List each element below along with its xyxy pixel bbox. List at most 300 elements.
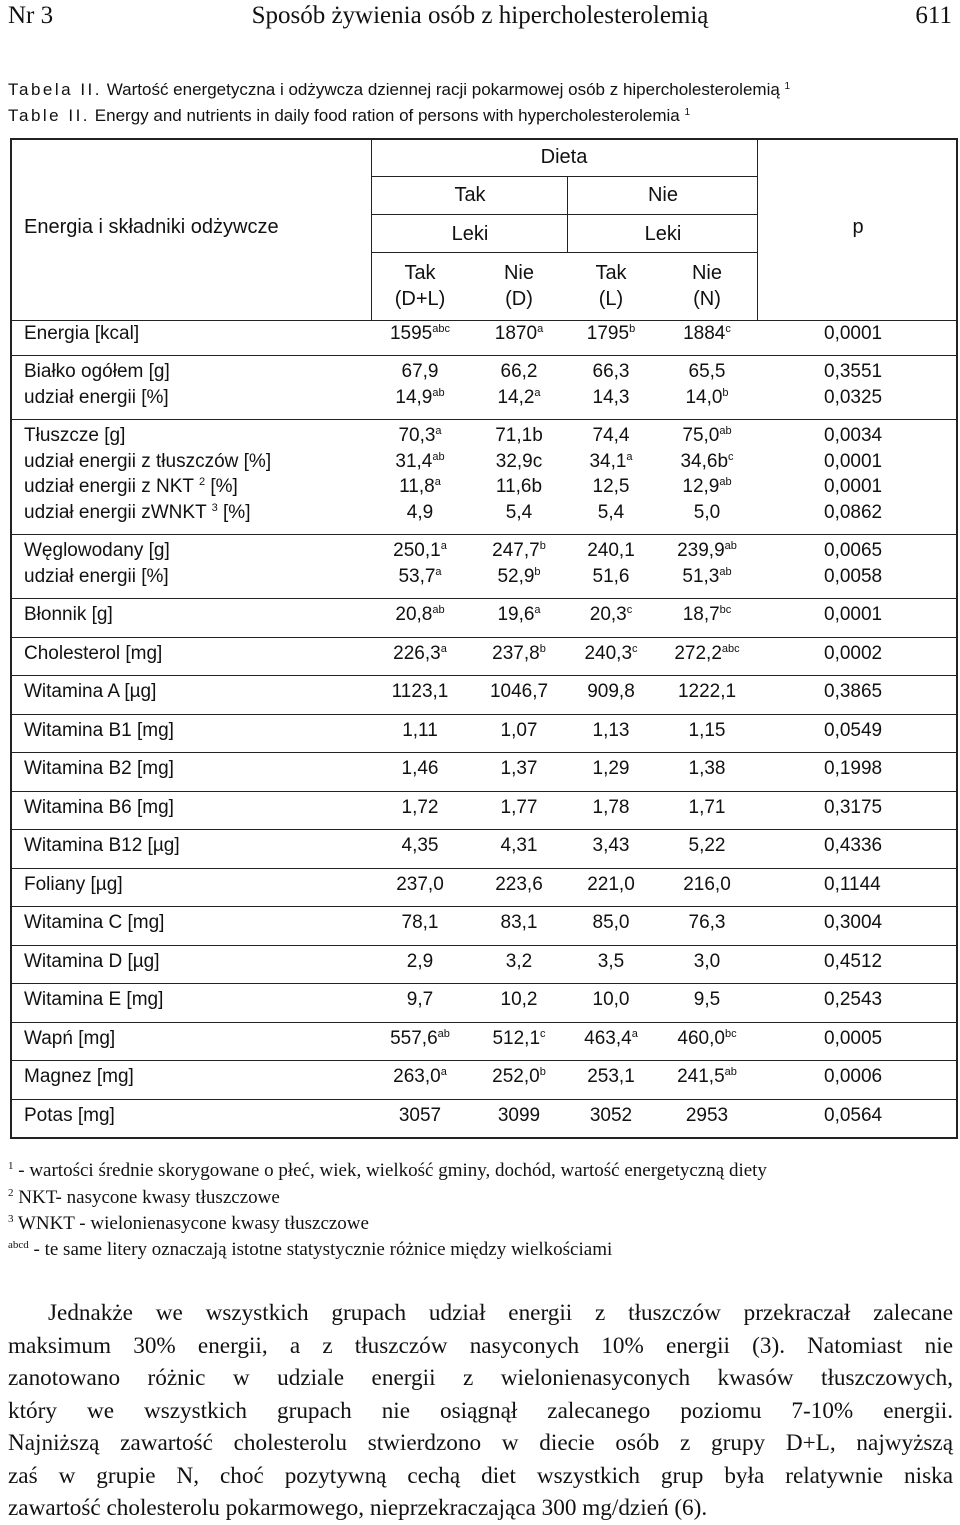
value: 1,29: [592, 758, 630, 779]
footnote: [8, 1239, 612, 1261]
paragraph-line: zawartość cholesterolu pokarmowego, nieprzekraczająca 300 mg/dzień (6).: [8, 1495, 708, 1521]
significance-letters: a: [440, 540, 447, 552]
value-cell: [501, 361, 538, 383]
significance-letters: bc: [719, 604, 732, 616]
caption-text: Wartość energetyczna i odżywcza dziennej racji pokarmowej osób z hipercholesterolemią: [106, 80, 780, 99]
row-label-text: udział energii zWNKT: [24, 502, 207, 523]
divider: [12, 945, 956, 946]
value-cell: [496, 451, 542, 473]
row-label-text: Witamina B6 [mg]: [24, 797, 174, 818]
row-label: [24, 476, 238, 498]
value: 512,1: [492, 1028, 541, 1049]
caption-label: Tabela II.: [8, 80, 102, 99]
value: 5,4: [505, 502, 533, 523]
row-label-text: Witamina C [mg]: [24, 912, 165, 933]
value: 3099: [497, 1105, 541, 1126]
value: 263,0: [393, 1066, 441, 1087]
value-cell: [398, 425, 441, 447]
table-caption-polish: [8, 80, 790, 100]
footnote: [8, 1187, 280, 1209]
value-cell: [396, 874, 444, 896]
value-cell: [587, 1066, 635, 1088]
value-cell: [589, 451, 632, 473]
value: 11,6b: [495, 476, 543, 497]
caption-label: Table II.: [8, 106, 91, 125]
row-label: [24, 502, 250, 524]
row-label: [24, 912, 164, 934]
footnote-text: - wartości średnie skorygowane o płeć, wiek, wielkość gminy, dochód, wartość energetyczną diety: [18, 1160, 767, 1181]
divider: [12, 598, 956, 599]
value-cell: [395, 451, 444, 473]
value-cell: [498, 1105, 540, 1127]
p-value: 0,2543: [824, 989, 883, 1010]
row-label-text: Magnez [mg]: [24, 1066, 134, 1087]
p-value: 0,0005: [824, 1028, 883, 1049]
value: 240,3: [584, 643, 633, 664]
value: 1,38: [688, 758, 726, 779]
value-cell: [497, 566, 540, 588]
significance-letters: b: [539, 1066, 546, 1078]
value-cell: [395, 604, 444, 626]
value-cell: [402, 912, 439, 934]
value: 1795: [586, 323, 630, 344]
footnote-mark: 2: [198, 476, 206, 488]
value-cell: [402, 758, 439, 780]
significance-letters: c: [632, 643, 638, 655]
p-value: 0,3551: [824, 361, 883, 382]
significance-letters: a: [435, 425, 442, 437]
value: 76,3: [688, 912, 726, 933]
value-cell: [492, 540, 546, 562]
divider: [12, 868, 956, 869]
value-cell: [584, 1028, 638, 1050]
significance-letters: b: [539, 540, 546, 552]
value-cell: [393, 1066, 447, 1088]
row-label: [24, 604, 113, 626]
value: 78,1: [401, 912, 439, 933]
value-cell: [402, 797, 439, 819]
divider: [12, 906, 956, 907]
nie-group-header: Nie: [647, 184, 679, 206]
row-label-header: Energia i składniki odżywcze: [24, 216, 279, 238]
value-cell: [390, 1028, 450, 1050]
row-label: [24, 1066, 134, 1088]
value: 5,0: [693, 502, 721, 523]
value-cell: [399, 1105, 441, 1127]
divider: [12, 534, 956, 535]
value-cell: [593, 425, 630, 447]
row-label: [24, 323, 139, 345]
value: 237,0: [396, 874, 444, 895]
value-cell: [689, 361, 726, 383]
value-cell: [685, 387, 728, 409]
value: 67,9: [401, 361, 439, 382]
value: 83,1: [500, 912, 538, 933]
row-label-text: udział energii z tłuszczów [%]: [24, 451, 272, 472]
value: 1123,1: [391, 681, 449, 702]
footnote-mark: 2: [8, 1187, 14, 1199]
value-cell: [497, 604, 540, 626]
p-value: 0,0862: [824, 502, 883, 523]
p-value: 0,0564: [824, 1105, 883, 1126]
p-value: 0,0034: [824, 425, 883, 446]
value-cell: [680, 451, 733, 473]
significance-letters: bc: [724, 1028, 737, 1040]
row-label: [24, 540, 170, 562]
significance-letters: b: [722, 387, 729, 399]
value-cell: [689, 797, 726, 819]
significance-letters: c: [725, 323, 731, 335]
value-cell: [492, 1028, 545, 1050]
footnote: [8, 1213, 369, 1235]
paragraph-line: zanotowano różnic w udziale energii z wielonienasyconych kwasów tłuszczowych,: [8, 1365, 953, 1391]
value-cell: [492, 1066, 546, 1088]
significance-letters: a: [631, 1028, 638, 1040]
significance-letters: a: [534, 604, 541, 616]
row-label-text: Witamina D [µg]: [24, 951, 160, 972]
value-cell: [682, 476, 731, 498]
value: 74,4: [592, 425, 630, 446]
value-cell: [402, 361, 439, 383]
value-cell: [682, 566, 731, 588]
value-cell: [398, 566, 441, 588]
value: 216,0: [683, 874, 731, 895]
value: 1046,7: [489, 681, 549, 702]
significance-letters: ab: [719, 425, 732, 437]
row-label: [24, 758, 174, 780]
paragraph-line: zaś w grupie N, choć pozytywną cechą diet wszystkich grup była relatywnie niska: [8, 1462, 953, 1489]
row-label-text: Wapń [mg]: [24, 1028, 116, 1049]
caption-note-mark: 1: [784, 81, 791, 92]
significance-letters: ab: [437, 1028, 450, 1040]
value: 221,0: [587, 874, 635, 895]
value: 3,5: [597, 951, 625, 972]
tak-group-header: Tak: [454, 184, 486, 206]
significance-letters: ab: [432, 604, 445, 616]
value-cell: [593, 758, 630, 780]
value: 9,7: [406, 989, 434, 1010]
value-cell: [495, 323, 543, 345]
divider: [371, 140, 372, 320]
value: 240,1: [587, 540, 635, 561]
value: 19,6: [497, 604, 535, 625]
value-cell: [689, 835, 726, 857]
value-cell: [593, 835, 630, 857]
row-label-text: Błonnik [g]: [24, 604, 113, 625]
value-cell: [593, 989, 630, 1011]
row-label-text: Witamina B2 [mg]: [24, 758, 174, 779]
value-cell: [593, 361, 630, 383]
value-cell: [407, 951, 433, 973]
value-cell: [501, 912, 538, 934]
value-cell: [683, 323, 731, 345]
row-label: [24, 387, 169, 409]
value-cell: [590, 604, 632, 626]
value: 51,6: [592, 566, 630, 587]
value-cell: [393, 643, 447, 665]
divider: [12, 1060, 956, 1061]
value-cell: [593, 387, 630, 409]
value: 66,2: [500, 361, 538, 382]
value-cell: [590, 1105, 632, 1127]
value-cell: [686, 1105, 728, 1127]
footnote-text: WNKT - wielonienasycone kwasy tłuszczowe: [17, 1213, 369, 1234]
row-label-text: Cholesterol [mg]: [24, 643, 163, 664]
paragraph-line: Najniższą zawartość cholesterolu stwierdzono w diecie osób z grupy D+L, najwyższą: [8, 1430, 953, 1456]
footnote-text: - te same litery oznaczają istotne statystycznie różnice między wielkościami: [33, 1239, 613, 1260]
value: 12,9: [682, 476, 720, 497]
value: 66,3: [592, 361, 630, 382]
value: 18,7: [682, 604, 720, 625]
p-value-header: p: [852, 216, 864, 238]
value-cell: [501, 989, 538, 1011]
row-label: [24, 1028, 115, 1050]
value-cell: [501, 835, 538, 857]
col-d-header-top: Nie: [503, 262, 535, 284]
value-cell: [683, 604, 732, 626]
row-label: [24, 681, 156, 703]
value-cell: [689, 758, 726, 780]
divider: [12, 1022, 956, 1023]
row-label: [24, 989, 163, 1011]
row-label-text: Potas [mg]: [24, 1105, 115, 1126]
value: 1222,1: [677, 681, 737, 702]
footnote-mark: 3: [211, 502, 218, 514]
row-label: [24, 835, 180, 857]
p-value: 0,0001: [824, 323, 883, 344]
p-value: 0,1998: [824, 758, 883, 779]
value: 1,71: [688, 797, 726, 818]
value-cell: [492, 643, 546, 665]
col-d-header-bottom: (D): [505, 288, 533, 310]
table-caption-english: [8, 106, 690, 126]
value-cell: [495, 425, 543, 447]
value: 14,2: [497, 387, 535, 408]
divider: [757, 140, 758, 320]
value: 463,4: [584, 1028, 632, 1049]
nutrition-table: [10, 138, 958, 1139]
value: 34,6b: [680, 451, 729, 472]
value: 5,22: [688, 835, 726, 856]
footnote-mark: 3: [8, 1213, 14, 1225]
issue-number: Nr 3: [8, 2, 54, 29]
value: 3,0: [693, 951, 721, 972]
value-cell: [598, 951, 624, 973]
significance-letters: ab: [432, 451, 445, 463]
significance-letters: b: [629, 323, 636, 335]
value: 1595: [389, 323, 433, 344]
significance-letters: ab: [724, 540, 737, 552]
row-label: [24, 874, 123, 896]
value-cell: [677, 1028, 736, 1050]
value-cell: [496, 476, 542, 498]
p-value: 0,0001: [824, 604, 883, 625]
col-n-header-bottom: (N): [693, 288, 721, 310]
row-label: [24, 643, 162, 665]
dieta-header: Dieta: [540, 146, 588, 168]
row-label-text: Foliany [µg]: [24, 874, 123, 895]
value-cell: [497, 387, 540, 409]
value: 2953: [685, 1105, 729, 1126]
page-number: 611: [915, 2, 952, 29]
value-cell: [593, 720, 630, 742]
significance-letters: c: [626, 604, 633, 616]
divider: [371, 214, 757, 215]
value: 253,1: [587, 1066, 635, 1087]
paragraph-line: maksimum 30% energii, a z tłuszczów nasyconych 10% energii (3). Natomiast nie: [8, 1332, 953, 1359]
footnote-mark: abcd: [8, 1239, 29, 1251]
value: 4,31: [500, 835, 538, 856]
row-label-text: Witamina B12 [µg]: [24, 835, 180, 856]
value: 237,8: [492, 643, 540, 664]
row-label-text: Witamina A [µg]: [24, 681, 157, 702]
col-l-header-bottom: (L): [598, 288, 624, 310]
row-label-text: Witamina E [mg]: [24, 989, 164, 1010]
p-value: 0,3004: [824, 912, 883, 933]
caption-note-mark: 1: [684, 107, 691, 118]
value-cell: [501, 720, 538, 742]
col-l-header-top: Tak: [595, 262, 627, 284]
row-label-text: Węglowodany [g]: [24, 540, 170, 561]
value-cell: [506, 951, 532, 973]
value-cell: [399, 476, 441, 498]
value-cell: [587, 323, 635, 345]
value-cell: [587, 874, 635, 896]
row-label: [24, 720, 174, 742]
footnote: [8, 1160, 767, 1182]
value: 71,1b: [495, 425, 543, 446]
significance-letters: a: [435, 566, 442, 578]
value-cell: [677, 540, 737, 562]
divider: [12, 791, 956, 792]
value: 2,9: [406, 951, 434, 972]
row-label-text: udział energii [%]: [24, 387, 169, 408]
value: 10,2: [500, 989, 538, 1010]
p-value: 0,3865: [824, 681, 883, 702]
value: 11,8: [399, 476, 435, 497]
row-label-text: Energia [kcal]: [24, 323, 140, 344]
value-cell: [674, 643, 739, 665]
value-cell: [683, 874, 731, 896]
p-value: 0,4512: [824, 951, 883, 972]
value-cell: [587, 681, 635, 703]
value: 1,15: [688, 720, 726, 741]
value: 223,6: [495, 874, 543, 895]
value: 14,3: [592, 387, 630, 408]
divider: [12, 637, 956, 638]
divider: [12, 752, 956, 753]
value: 1,37: [500, 758, 538, 779]
value-cell: [402, 720, 438, 742]
row-label-unit: [%]: [210, 476, 238, 497]
p-value: 0,0549: [824, 720, 883, 741]
value-cell: [689, 720, 726, 742]
divider: [12, 829, 956, 830]
value: 3,43: [592, 835, 630, 856]
value-cell: [593, 566, 630, 588]
value-cell: [495, 874, 543, 896]
value-cell: [678, 681, 736, 703]
p-value: 0,0006: [824, 1066, 883, 1087]
p-value: 0,1144: [824, 874, 881, 895]
value: 4,9: [406, 502, 434, 523]
value: 3052: [589, 1105, 633, 1126]
value: 20,8: [395, 604, 433, 625]
divider: [12, 675, 956, 676]
divider: [12, 714, 956, 715]
row-label: [24, 566, 169, 588]
paragraph-line: który we wszystkich grupach nie osiągnął zalecanego poziomu 7-10% energii.: [8, 1397, 953, 1424]
p-value: 0,0002: [824, 643, 883, 664]
significance-letters: a: [434, 476, 441, 488]
row-label: [24, 797, 174, 819]
value: 3,2: [505, 951, 533, 972]
significance-letters: ab: [724, 1066, 737, 1078]
divider: [12, 355, 956, 356]
significance-letters: ab: [719, 476, 732, 488]
significance-letters: a: [626, 451, 633, 463]
value: 31,4: [395, 451, 433, 472]
row-label-text: udział energii z NKT: [24, 476, 194, 497]
significance-letters: b: [534, 566, 541, 578]
value-cell: [395, 387, 444, 409]
significance-letters: a: [537, 323, 544, 335]
value-cell: [593, 912, 630, 934]
value: 241,5: [677, 1066, 725, 1087]
value-cell: [587, 540, 635, 562]
row-label: [24, 361, 170, 383]
value-cell: [490, 681, 548, 703]
row-label-text: Tłuszcze [g]: [24, 425, 126, 446]
value: 1,46: [401, 758, 439, 779]
row-label: [24, 451, 271, 473]
divider: [371, 252, 757, 253]
value: 51,3: [682, 566, 720, 587]
value-cell: [593, 797, 630, 819]
value: 1,11: [402, 720, 438, 741]
value: 14,0: [685, 387, 723, 408]
caption-text: Energy and nutrients in daily food ration of persons with hypercholesterolemia: [94, 106, 680, 125]
row-label: [24, 425, 125, 447]
value: 1884: [683, 323, 726, 344]
value: 1,72: [401, 797, 439, 818]
value-cell: [682, 425, 731, 447]
value: 252,0: [492, 1066, 540, 1087]
value-cell: [694, 502, 720, 524]
value-cell: [402, 835, 439, 857]
value: 226,3: [393, 643, 441, 664]
significance-letters: a: [440, 1066, 447, 1078]
significance-letters: a: [534, 387, 541, 399]
value: 70,3: [398, 425, 436, 446]
value-cell: [677, 1066, 737, 1088]
significance-letters: ab: [432, 387, 445, 399]
p-value: 0,3175: [824, 797, 883, 818]
footnote-text: NKT- nasycone kwasy tłuszczowe: [18, 1187, 280, 1208]
value: 3057: [398, 1105, 442, 1126]
body-paragraph: [8, 1297, 953, 1525]
p-value: 0,0001: [824, 476, 883, 497]
value-cell: [393, 540, 447, 562]
value-cell: [598, 502, 624, 524]
row-label-unit: [%]: [223, 502, 251, 523]
col-dl-header-bottom: (D+L): [394, 288, 446, 310]
value: 53,7: [398, 566, 436, 587]
row-label-text: udział energii [%]: [24, 566, 169, 587]
significance-letters: b: [539, 643, 546, 655]
divider: [12, 419, 956, 420]
p-value: 0,0001: [824, 451, 883, 472]
